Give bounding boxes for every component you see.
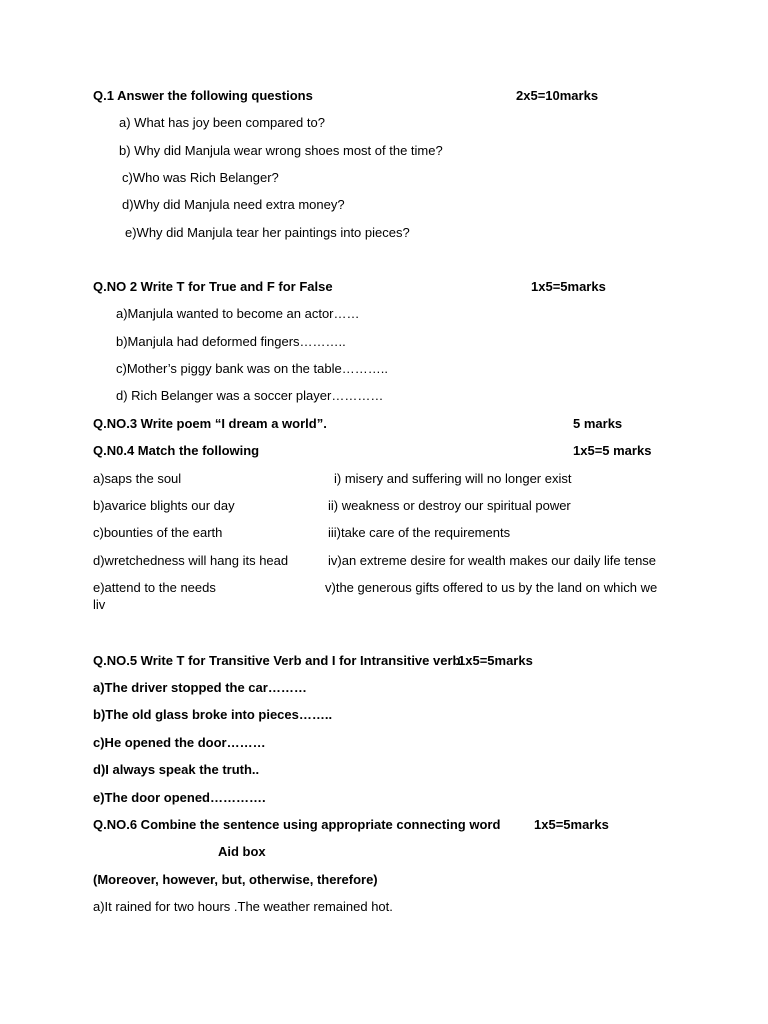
q3-marks: 5 marks <box>573 416 623 431</box>
q1-title: Q.1 Answer the following questions <box>93 88 313 103</box>
q2-item-a: a)Manjula wanted to become an actor…… <box>116 306 360 321</box>
q6-marks: 1x5=5marks <box>534 817 609 832</box>
q4-right-ii: ii) weakness or destroy our spiritual power <box>328 498 571 513</box>
q2-item-d: d) Rich Belanger was a soccer player………… <box>116 388 384 403</box>
q6-aid-words: (Moreover, however, but, otherwise, therefore) <box>93 872 378 887</box>
q2-item-b: b)Manjula had deformed fingers……….. <box>116 334 346 349</box>
q5-item-c: c)He opened the door……… <box>93 735 266 750</box>
q5-title: Q.NO.5 Write T for Transitive Verb and I for Intransitive verb <box>93 653 461 668</box>
q4-right-iv: iv)an extreme desire for wealth makes our daily life tense <box>328 553 657 568</box>
q6-item-a: a)It rained for two hours .The weather remained hot. <box>93 899 393 914</box>
q4-left-c: c)bounties of the earth <box>93 525 223 540</box>
q1-item-c: c)Who was Rich Belanger? <box>122 170 279 185</box>
q2-item-c: c)Mother’s piggy bank was on the table……….. <box>116 361 388 376</box>
q4-right-v: v)the generous gifts offered to us by the land on which we <box>325 580 658 595</box>
q4-marks: 1x5=5 marks <box>573 443 652 458</box>
q1-item-a: a) What has joy been compared to? <box>119 115 325 130</box>
q4-left-b: b)avarice blights our day <box>93 498 235 513</box>
q3-title: Q.NO.3 Write poem “I dream a world”. <box>93 416 327 431</box>
q4-title: Q.N0.4 Match the following <box>93 443 260 458</box>
q5-item-b: b)The old glass broke into pieces…….. <box>93 707 333 722</box>
q5-item-a: a)The driver stopped the car……… <box>93 680 307 695</box>
q2-title: Q.NO 2 Write T for True and F for False <box>93 279 333 294</box>
q4-right-iii: iii)take care of the requirements <box>328 525 511 540</box>
q4-left-e: e)attend to the needs <box>93 580 216 595</box>
q1-item-b: b) Why did Manjula wear wrong shoes most of the time? <box>119 143 443 158</box>
q4-left-d: d)wretchedness will hang its head <box>93 553 289 568</box>
q1-marks: 2x5=10marks <box>516 88 599 103</box>
q5-item-d: d)I always speak the truth.. <box>93 762 260 777</box>
q4-right-v-overflow: liv <box>93 597 106 612</box>
q6-aid-box-title: Aid box <box>218 844 266 859</box>
q6-title: Q.NO.6 Combine the sentence using appropriate connecting word <box>93 817 501 832</box>
q4-right-i: i) misery and suffering will no longer exist <box>334 471 572 486</box>
q1-item-e: e)Why did Manjula tear her paintings into pieces? <box>125 225 410 240</box>
q1-item-d: d)Why did Manjula need extra money? <box>122 197 345 212</box>
q4-left-a: a)saps the soul <box>93 471 182 486</box>
q2-marks: 1x5=5marks <box>531 279 606 294</box>
q5-marks: 1x5=5marks <box>458 653 533 668</box>
q5-item-e: e)The door opened…………. <box>93 790 266 805</box>
